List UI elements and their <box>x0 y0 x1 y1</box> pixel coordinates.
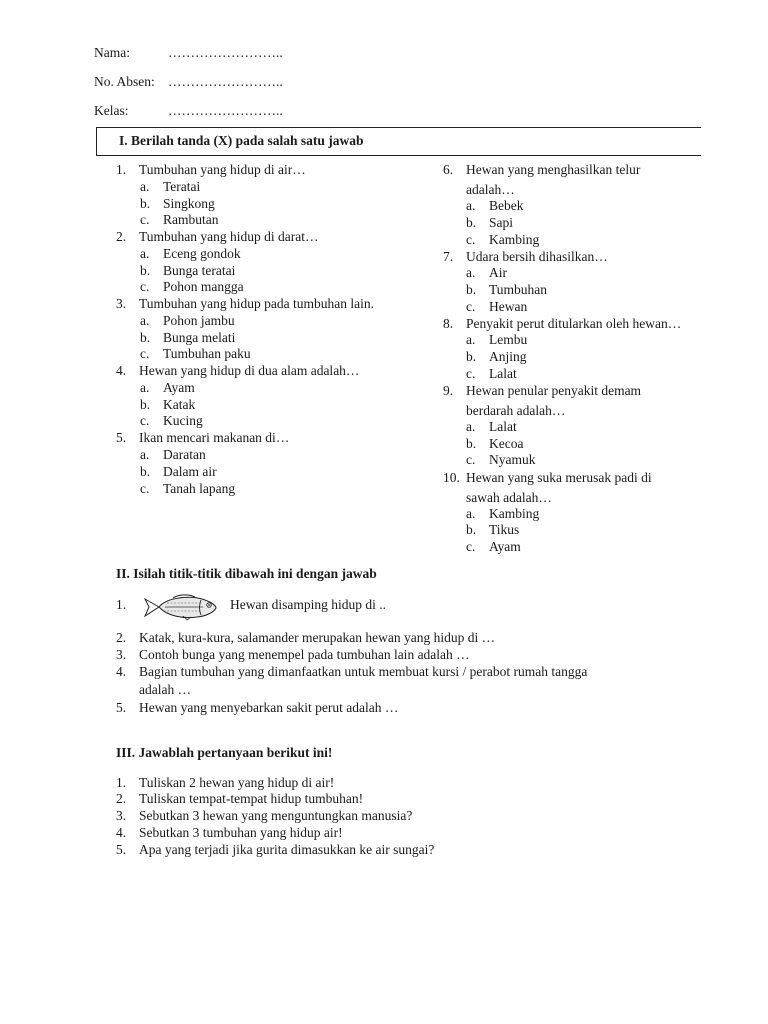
question-text: Udara bersih dihasilkan… <box>466 249 608 264</box>
question-text: Katak, kura-kura, salamander merupakan hewan yang hidup di … <box>139 630 496 645</box>
option-letter: b. <box>466 436 477 451</box>
option-letter: a. <box>466 506 476 521</box>
question-number: 2. <box>116 630 127 645</box>
option-a[interactable]: Bebek <box>489 198 524 213</box>
option-b[interactable]: Tumbuhan <box>489 282 548 297</box>
option-c[interactable]: Rambutan <box>163 212 219 227</box>
question-number: 4. <box>116 363 127 378</box>
absen-blank[interactable]: …………………….. <box>168 74 283 89</box>
question-text-cont: adalah … <box>139 682 192 697</box>
option-b[interactable]: Singkong <box>163 196 215 211</box>
section3-title: III. Jawablah pertanyaan berikut ini! <box>116 745 333 760</box>
option-letter: c. <box>140 481 150 496</box>
option-b[interactable]: Tikus <box>489 522 520 537</box>
question-text: Penyakit perut ditularkan oleh hewan… <box>466 316 682 331</box>
option-letter: b. <box>466 215 477 230</box>
question-text-cont: berdarah adalah… <box>466 403 566 418</box>
question-text: Tuliskan tempat-tempat hidup tumbuhan! <box>139 791 364 806</box>
question-number: 5. <box>116 842 127 857</box>
question-number: 3. <box>116 647 127 662</box>
option-a[interactable]: Pohon jambu <box>163 313 235 328</box>
option-letter: c. <box>140 346 150 361</box>
question-text: Hewan yang hidup di dua alam adalah… <box>139 363 360 378</box>
option-letter: a. <box>466 332 476 347</box>
question-text-cont: sawah adalah… <box>466 490 552 505</box>
option-b[interactable]: Bunga teratai <box>163 263 236 278</box>
question-text: Sebutkan 3 hewan yang menguntungkan manusia? <box>139 808 413 823</box>
option-c[interactable]: Tanah lapang <box>163 481 236 496</box>
question-text: Hewan yang menyebarkan sakit perut adalah … <box>139 700 399 715</box>
option-a[interactable]: Air <box>489 265 507 280</box>
option-letter: b. <box>140 397 151 412</box>
option-a[interactable]: Eceng gondok <box>163 246 241 261</box>
question-number: 5. <box>116 700 127 715</box>
fish-icon <box>143 592 219 626</box>
question-text: Contoh bunga yang menempel pada tumbuhan lain adalah … <box>139 647 470 662</box>
nama-label: Nama: <box>94 45 130 60</box>
question-text: Tuliskan 2 hewan yang hidup di air! <box>139 775 335 790</box>
section1-title: I. Berilah tanda (X) pada salah satu jawab <box>119 133 364 148</box>
option-c[interactable]: Pohon mangga <box>163 279 244 294</box>
kelas-label: Kelas: <box>94 103 129 118</box>
question-number: 5. <box>116 430 127 445</box>
option-letter: b. <box>466 522 477 537</box>
option-letter: a. <box>466 265 476 280</box>
question-text: Sebutkan 3 tumbuhan yang hidup air! <box>139 825 343 840</box>
question-text: Hewan penular penyakit demam <box>466 383 642 398</box>
section2-title: II. Isilah titik-titik dibawah ini dengan jawab <box>116 566 377 581</box>
question-text-cont: adalah… <box>466 182 515 197</box>
option-letter: c. <box>140 212 150 227</box>
question-text: Hewan disamping hidup di .. <box>230 597 386 612</box>
option-letter: c. <box>466 452 476 467</box>
question-number: 4. <box>116 825 127 840</box>
option-c[interactable]: Ayam <box>489 539 521 554</box>
option-letter: a. <box>466 419 476 434</box>
question-number: 10. <box>443 470 460 485</box>
option-letter: b. <box>140 464 151 479</box>
option-letter: c. <box>466 299 476 314</box>
option-a[interactable]: Lembu <box>489 332 528 347</box>
question-number: 3. <box>116 808 127 823</box>
option-a[interactable]: Ayam <box>163 380 195 395</box>
option-letter: a. <box>140 447 150 462</box>
option-b[interactable]: Bunga melati <box>163 330 236 345</box>
question-text: Tumbuhan yang hidup di air… <box>139 162 306 177</box>
question-number: 3. <box>116 296 127 311</box>
option-letter: b. <box>466 282 477 297</box>
option-letter: b. <box>140 196 151 211</box>
option-a[interactable]: Lalat <box>489 419 517 434</box>
option-letter: b. <box>140 263 151 278</box>
question-text: Hewan yang menghasilkan telur <box>466 162 641 177</box>
question-text: Bagian tumbuhan yang dimanfaatkan untuk membuat kursi / perabot rumah tangga <box>139 664 588 679</box>
section1-title-box <box>96 127 701 156</box>
question-text: Apa yang terjadi jika gurita dimasukkan ke air sungai? <box>139 842 435 857</box>
option-letter: c. <box>140 279 150 294</box>
option-c[interactable]: Kucing <box>163 413 203 428</box>
question-text: Ikan mencari makanan di… <box>139 430 290 445</box>
option-c[interactable]: Tumbuhan paku <box>163 346 251 361</box>
option-c[interactable]: Lalat <box>489 366 517 381</box>
option-letter: b. <box>140 330 151 345</box>
option-b[interactable]: Dalam air <box>163 464 217 479</box>
option-b[interactable]: Kecoa <box>489 436 524 451</box>
question-number: 1. <box>116 775 127 790</box>
option-letter: a. <box>466 198 476 213</box>
question-number: 2. <box>116 791 127 806</box>
absen-label: No. Absen: <box>94 74 155 89</box>
option-letter: a. <box>140 246 150 261</box>
option-letter: a. <box>140 313 150 328</box>
nama-blank[interactable]: …………………….. <box>168 45 283 60</box>
question-number: 9. <box>443 383 454 398</box>
question-number: 1. <box>116 162 127 177</box>
option-letter: c. <box>140 413 150 428</box>
question-text: Tumbuhan yang hidup pada tumbuhan lain. <box>139 296 374 311</box>
option-b[interactable]: Anjing <box>489 349 527 364</box>
question-number: 2. <box>116 229 127 244</box>
question-number: 6. <box>443 162 454 177</box>
option-a[interactable]: Kambing <box>489 506 540 521</box>
option-b[interactable]: Sapi <box>489 215 514 230</box>
option-letter: a. <box>140 380 150 395</box>
option-c[interactable]: Nyamuk <box>489 452 536 467</box>
option-c[interactable]: Hewan <box>489 299 528 314</box>
question-number: 1. <box>116 597 127 612</box>
option-letter: b. <box>466 349 477 364</box>
option-a[interactable]: Teratai <box>163 179 201 194</box>
question-text: Hewan yang suka merusak padi di <box>466 470 652 485</box>
option-c[interactable]: Kambing <box>489 232 540 247</box>
option-letter: c. <box>466 539 476 554</box>
option-letter: c. <box>466 232 476 247</box>
kelas-blank[interactable]: …………………….. <box>168 103 283 118</box>
option-letter: a. <box>140 179 150 194</box>
question-text: Tumbuhan yang hidup di darat… <box>139 229 319 244</box>
question-number: 7. <box>443 249 454 264</box>
question-number: 4. <box>116 664 127 679</box>
question-number: 8. <box>443 316 454 331</box>
option-a[interactable]: Daratan <box>163 447 206 462</box>
option-letter: c. <box>466 366 476 381</box>
option-b[interactable]: Katak <box>163 397 196 412</box>
